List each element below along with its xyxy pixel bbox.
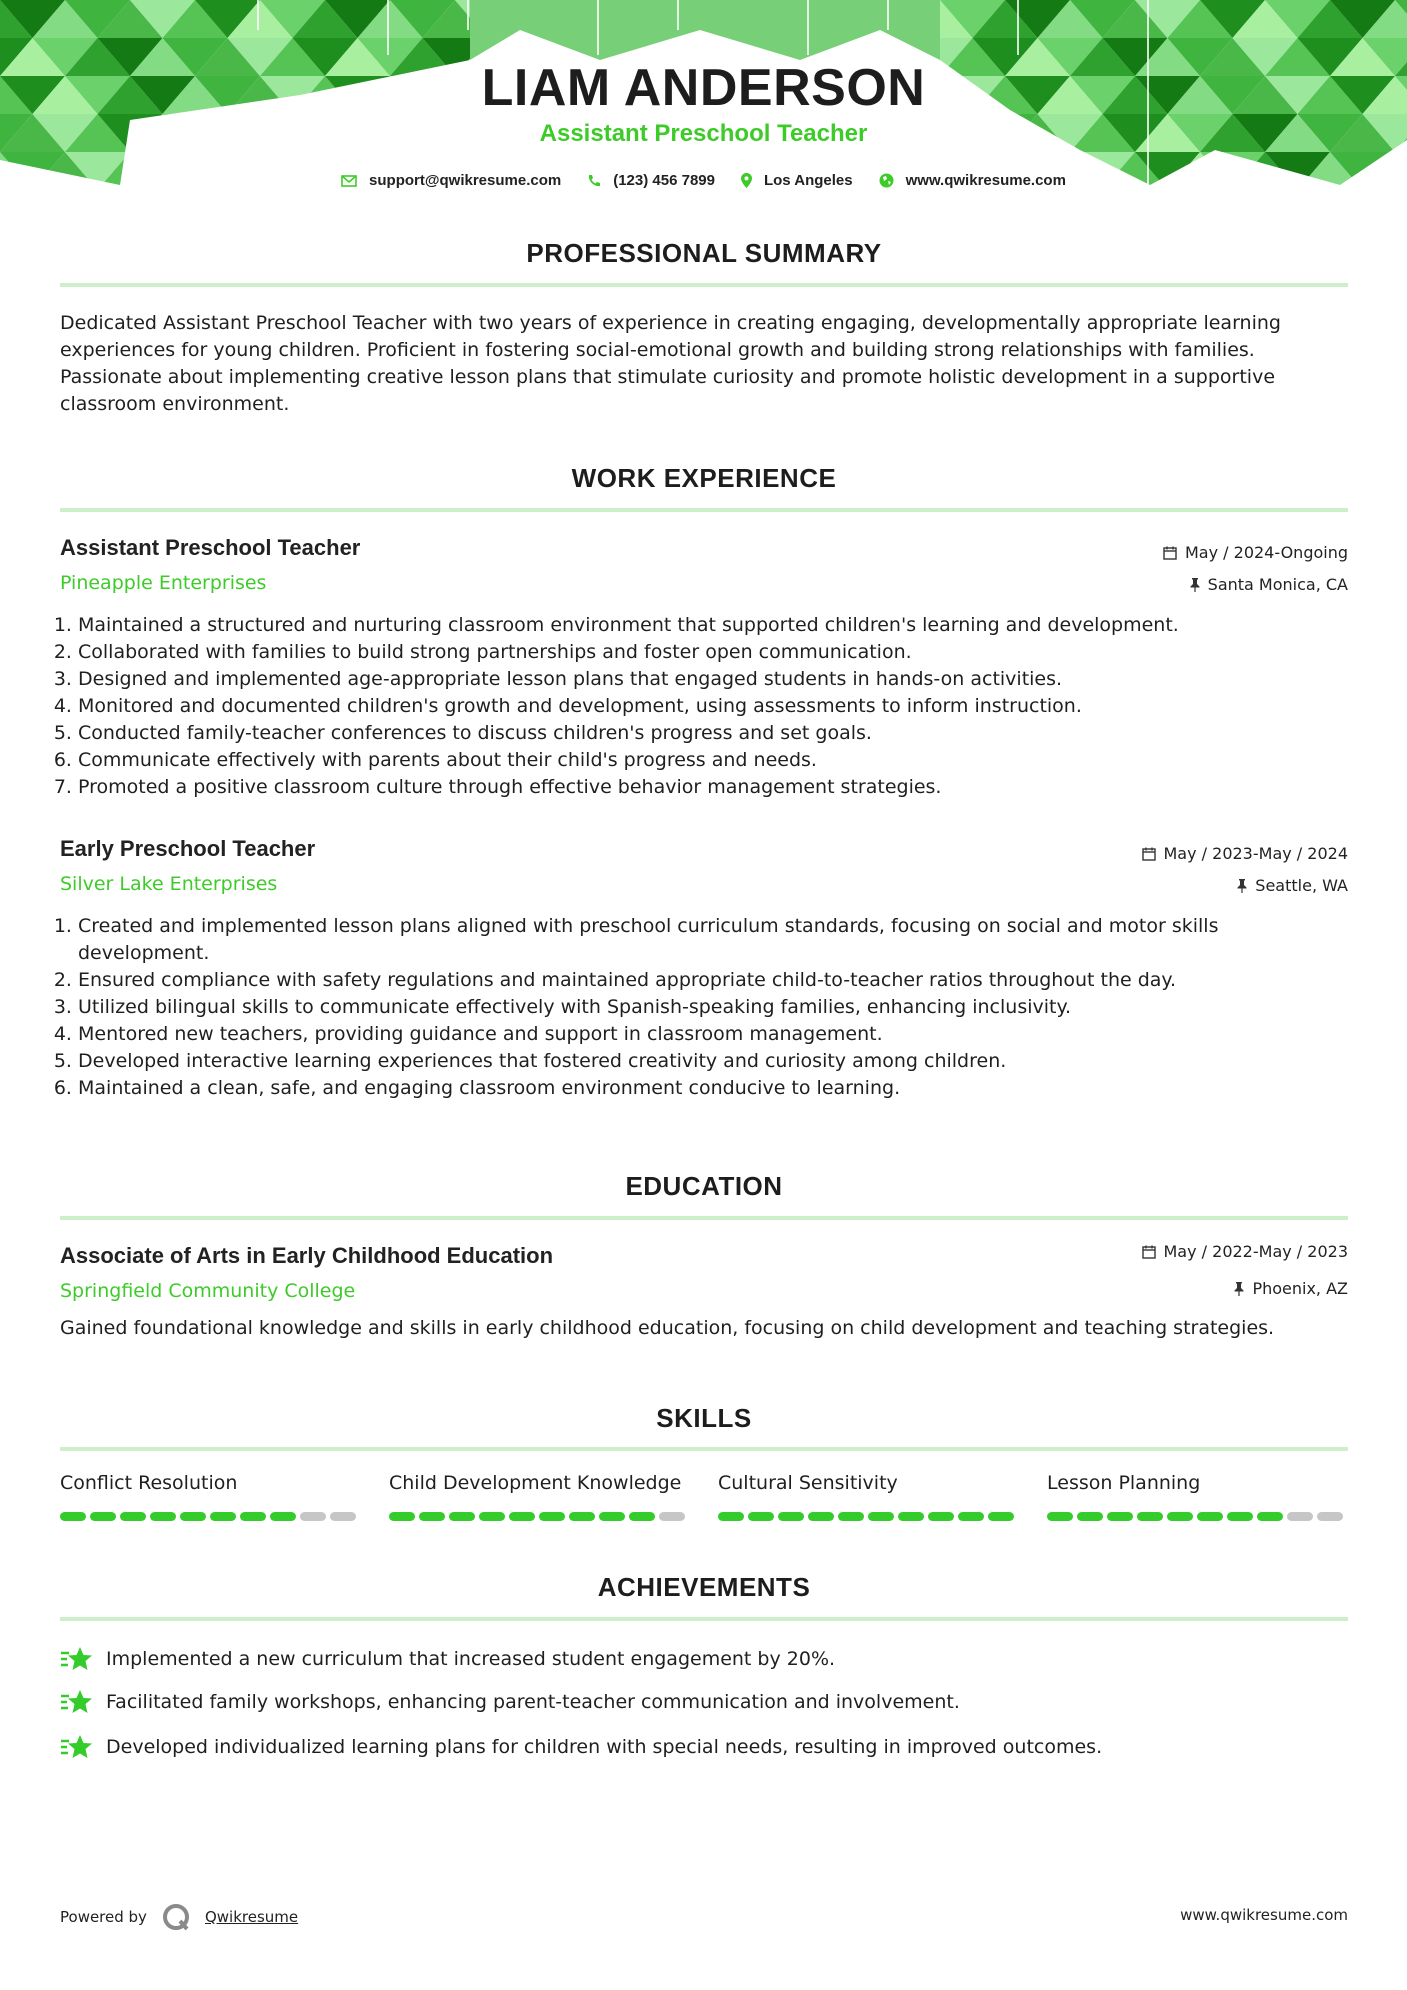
job-bullet: 2. Collaborated with families to build strong partnerships and foster open communication. [78,639,1348,666]
contact-bar [0,172,1407,189]
skill-name: Child Development Knowledge [389,1472,682,1494]
skill-level-segment [180,1512,206,1521]
skill-level-segment [599,1512,625,1521]
skill-level-segment [419,1512,445,1521]
skill-level-segment [479,1512,505,1521]
skill-level-segment [120,1512,146,1521]
phone-text: (123) 456 7899 [613,172,715,189]
skill-item [60,1472,360,1521]
school-name: Springfield Community College [60,1280,356,1302]
summary-heading: PROFESSIONAL SUMMARY [526,238,882,268]
skill-level-segment [1047,1512,1073,1521]
education-location [1234,1279,1348,1298]
skill-name: Conflict Resolution [60,1472,238,1494]
candidate-name: LIAM ANDERSON [481,59,926,117]
job-bullet: 5. Developed interactive learning experiences that fostered creativity and curiosity among children. [78,1048,1348,1075]
contact-website[interactable] [879,172,1066,189]
job-bullet: 4. Mentored new teachers, providing guidance and support in classroom management. [78,1021,1348,1048]
job-title-1: Assistant Preschool Teacher [60,535,361,560]
achievements-divider [60,1617,1348,1621]
skill-level-segment [1107,1512,1133,1521]
job-bullet: 6. Communicate effectively with parents about their child's progress and needs. [78,747,1348,774]
candidate-title: Assistant Preschool Teacher [539,120,868,147]
company-1: Pineapple Enterprises [60,572,267,594]
skill-level-segment [1317,1512,1343,1521]
footer-website[interactable]: www.qwikresume.com [1180,1906,1348,1924]
star-icon [60,1733,92,1761]
pushpin-icon [1234,1282,1244,1296]
achievement-item [60,1688,960,1716]
skill-level-segment [270,1512,296,1521]
skill-level-segment [1137,1512,1163,1521]
skill-level-segment [958,1512,984,1521]
job-bullet: 3. Utilized bilingual skills to communicate effectively with Spanish-speaking families, enhancing inclusivity. [78,994,1348,1021]
skill-level-bar [60,1512,360,1521]
skill-level-segment [659,1512,685,1521]
skill-level-segment [748,1512,774,1521]
experience-heading: WORK EXPERIENCE [571,463,837,493]
skill-level-segment [60,1512,86,1521]
skill-level-segment [1257,1512,1283,1521]
location-text: Los Angeles [763,172,853,189]
job-bullet: 3. Designed and implemented age-appropriate lesson plans that engaged students in hands-on activities. [78,666,1348,693]
skill-level-segment [928,1512,954,1521]
skill-level-segment [389,1512,415,1521]
skill-level-segment [330,1512,356,1521]
company-2: Silver Lake Enterprises [60,873,278,895]
job-location-2 [1237,876,1348,895]
job-bullets-2 [60,913,1348,1102]
skill-level-segment [150,1512,176,1521]
degree-title: Associate of Arts in Early Childhood Education [60,1243,554,1268]
map-pin-icon [741,173,752,188]
job-bullet: 7. Promoted a positive classroom culture through effective behavior management strategies. [78,774,1348,801]
skill-level-segment [988,1512,1014,1521]
skill-level-segment [718,1512,744,1521]
skill-item [1047,1472,1347,1521]
pushpin-icon [1190,578,1200,592]
skill-level-segment [1167,1512,1193,1521]
skill-level-segment [778,1512,804,1521]
achievement-item [60,1733,1102,1761]
job-bullet: 2. Ensured compliance with safety regulations and maintained appropriate child-to-teacher ratios throughout the day. [78,967,1348,994]
skill-level-bar [389,1512,689,1521]
skill-level-segment [898,1512,924,1521]
phone-icon [587,174,601,188]
calendar-icon [1163,546,1177,560]
skill-level-segment [539,1512,565,1521]
skill-level-segment [1287,1512,1313,1521]
skill-level-segment [1227,1512,1253,1521]
skill-name: Lesson Planning [1047,1472,1201,1494]
job-location-text-1: Santa Monica, CA [1207,575,1348,594]
experience-divider [60,508,1348,512]
skill-level-segment [300,1512,326,1521]
job-location-1 [1190,575,1348,594]
skill-level-segment [449,1512,475,1521]
job-date-text-1: May / 2024-Ongoing [1185,543,1348,562]
education-divider [60,1216,1348,1220]
achievement-text: Implemented a new curriculum that increased student engagement by 20%. [106,1648,836,1670]
skills-divider [60,1447,1348,1451]
skill-item [718,1472,1018,1521]
summary-divider [60,283,1348,287]
pushpin-icon [1237,879,1247,893]
job-bullet: 1. Created and implemented lesson plans aligned with preschool curriculum standards, focusing on social and motor skills development. [78,913,1348,967]
skill-level-segment [509,1512,535,1521]
skill-level-segment [240,1512,266,1521]
brand-link[interactable]: Qwikresume [204,1908,299,1926]
globe-icon [879,173,894,188]
summary-text: Dedicated Assistant Preschool Teacher with two years of experience in creating engaging, developmentally appropriate learning experiences for young children. Proficient in fostering social-emotional growth and building strong relationships with families. Passionate about implementing creative lesson plans that stimulate curiosity and promote holistic development in a supportive classroom environment. [60,312,1281,415]
powered-by-label: Powered by [60,1908,147,1926]
star-icon [60,1645,92,1673]
education-date-text: May / 2022-May / 2023 [1163,1242,1348,1261]
calendar-icon [1142,847,1156,861]
skill-level-segment [90,1512,116,1521]
job-location-text-2: Seattle, WA [1255,876,1348,895]
job-bullet: 4. Monitored and documented children's growth and development, using assessments to inform instruction. [78,693,1348,720]
achievements-heading: ACHIEVEMENTS [597,1572,811,1602]
star-icon [60,1688,92,1716]
contact-phone[interactable] [587,172,715,189]
job-bullet: 1. Maintained a structured and nurturing classroom environment that supported children's learning and development. [78,612,1348,639]
skill-level-segment [838,1512,864,1521]
calendar-icon [1142,1245,1156,1259]
job-title-2: Early Preschool Teacher [60,836,316,861]
qwikresume-logo-icon [161,1902,191,1932]
skill-level-segment [1197,1512,1223,1521]
skill-level-segment [808,1512,834,1521]
skill-level-segment [210,1512,236,1521]
skill-name: Cultural Sensitivity [718,1472,898,1494]
education-description: Gained foundational knowledge and skills in early childhood education, focusing on child development and teaching strategies. [60,1317,1275,1339]
skills-heading: SKILLS [656,1403,752,1433]
job-date-text-2: May / 2023-May / 2024 [1163,844,1348,863]
skill-level-bar [1047,1512,1347,1521]
contact-email[interactable] [341,172,561,189]
skill-level-segment [868,1512,894,1521]
achievement-text: Developed individualized learning plans for children with special needs, resulting in improved outcomes. [106,1736,1103,1758]
skill-level-segment [1077,1512,1103,1521]
job-date-2 [1142,844,1349,863]
job-bullet: 6. Maintained a clean, safe, and engaging classroom environment conducive to learning. [78,1075,1348,1102]
envelope-icon [341,175,357,187]
education-location-text: Phoenix, AZ [1252,1279,1348,1298]
achievement-item [60,1645,835,1673]
skill-level-bar [718,1512,1018,1521]
skill-level-segment [629,1512,655,1521]
job-date-1 [1163,543,1348,562]
education-date [1142,1242,1349,1261]
skill-level-segment [569,1512,595,1521]
job-bullet: 5. Conducted family-teacher conferences to discuss children's progress and set goals. [78,720,1348,747]
education-heading: EDUCATION [625,1171,783,1201]
job-bullets-1 [60,612,1348,801]
skill-item [389,1472,689,1521]
footer-powered-by [60,1902,298,1932]
email-text: support@qwikresume.com [369,172,562,189]
website-text: www.qwikresume.com [905,172,1066,189]
achievement-text: Facilitated family workshops, enhancing parent-teacher communication and involvement. [106,1691,960,1713]
contact-location [741,172,853,189]
